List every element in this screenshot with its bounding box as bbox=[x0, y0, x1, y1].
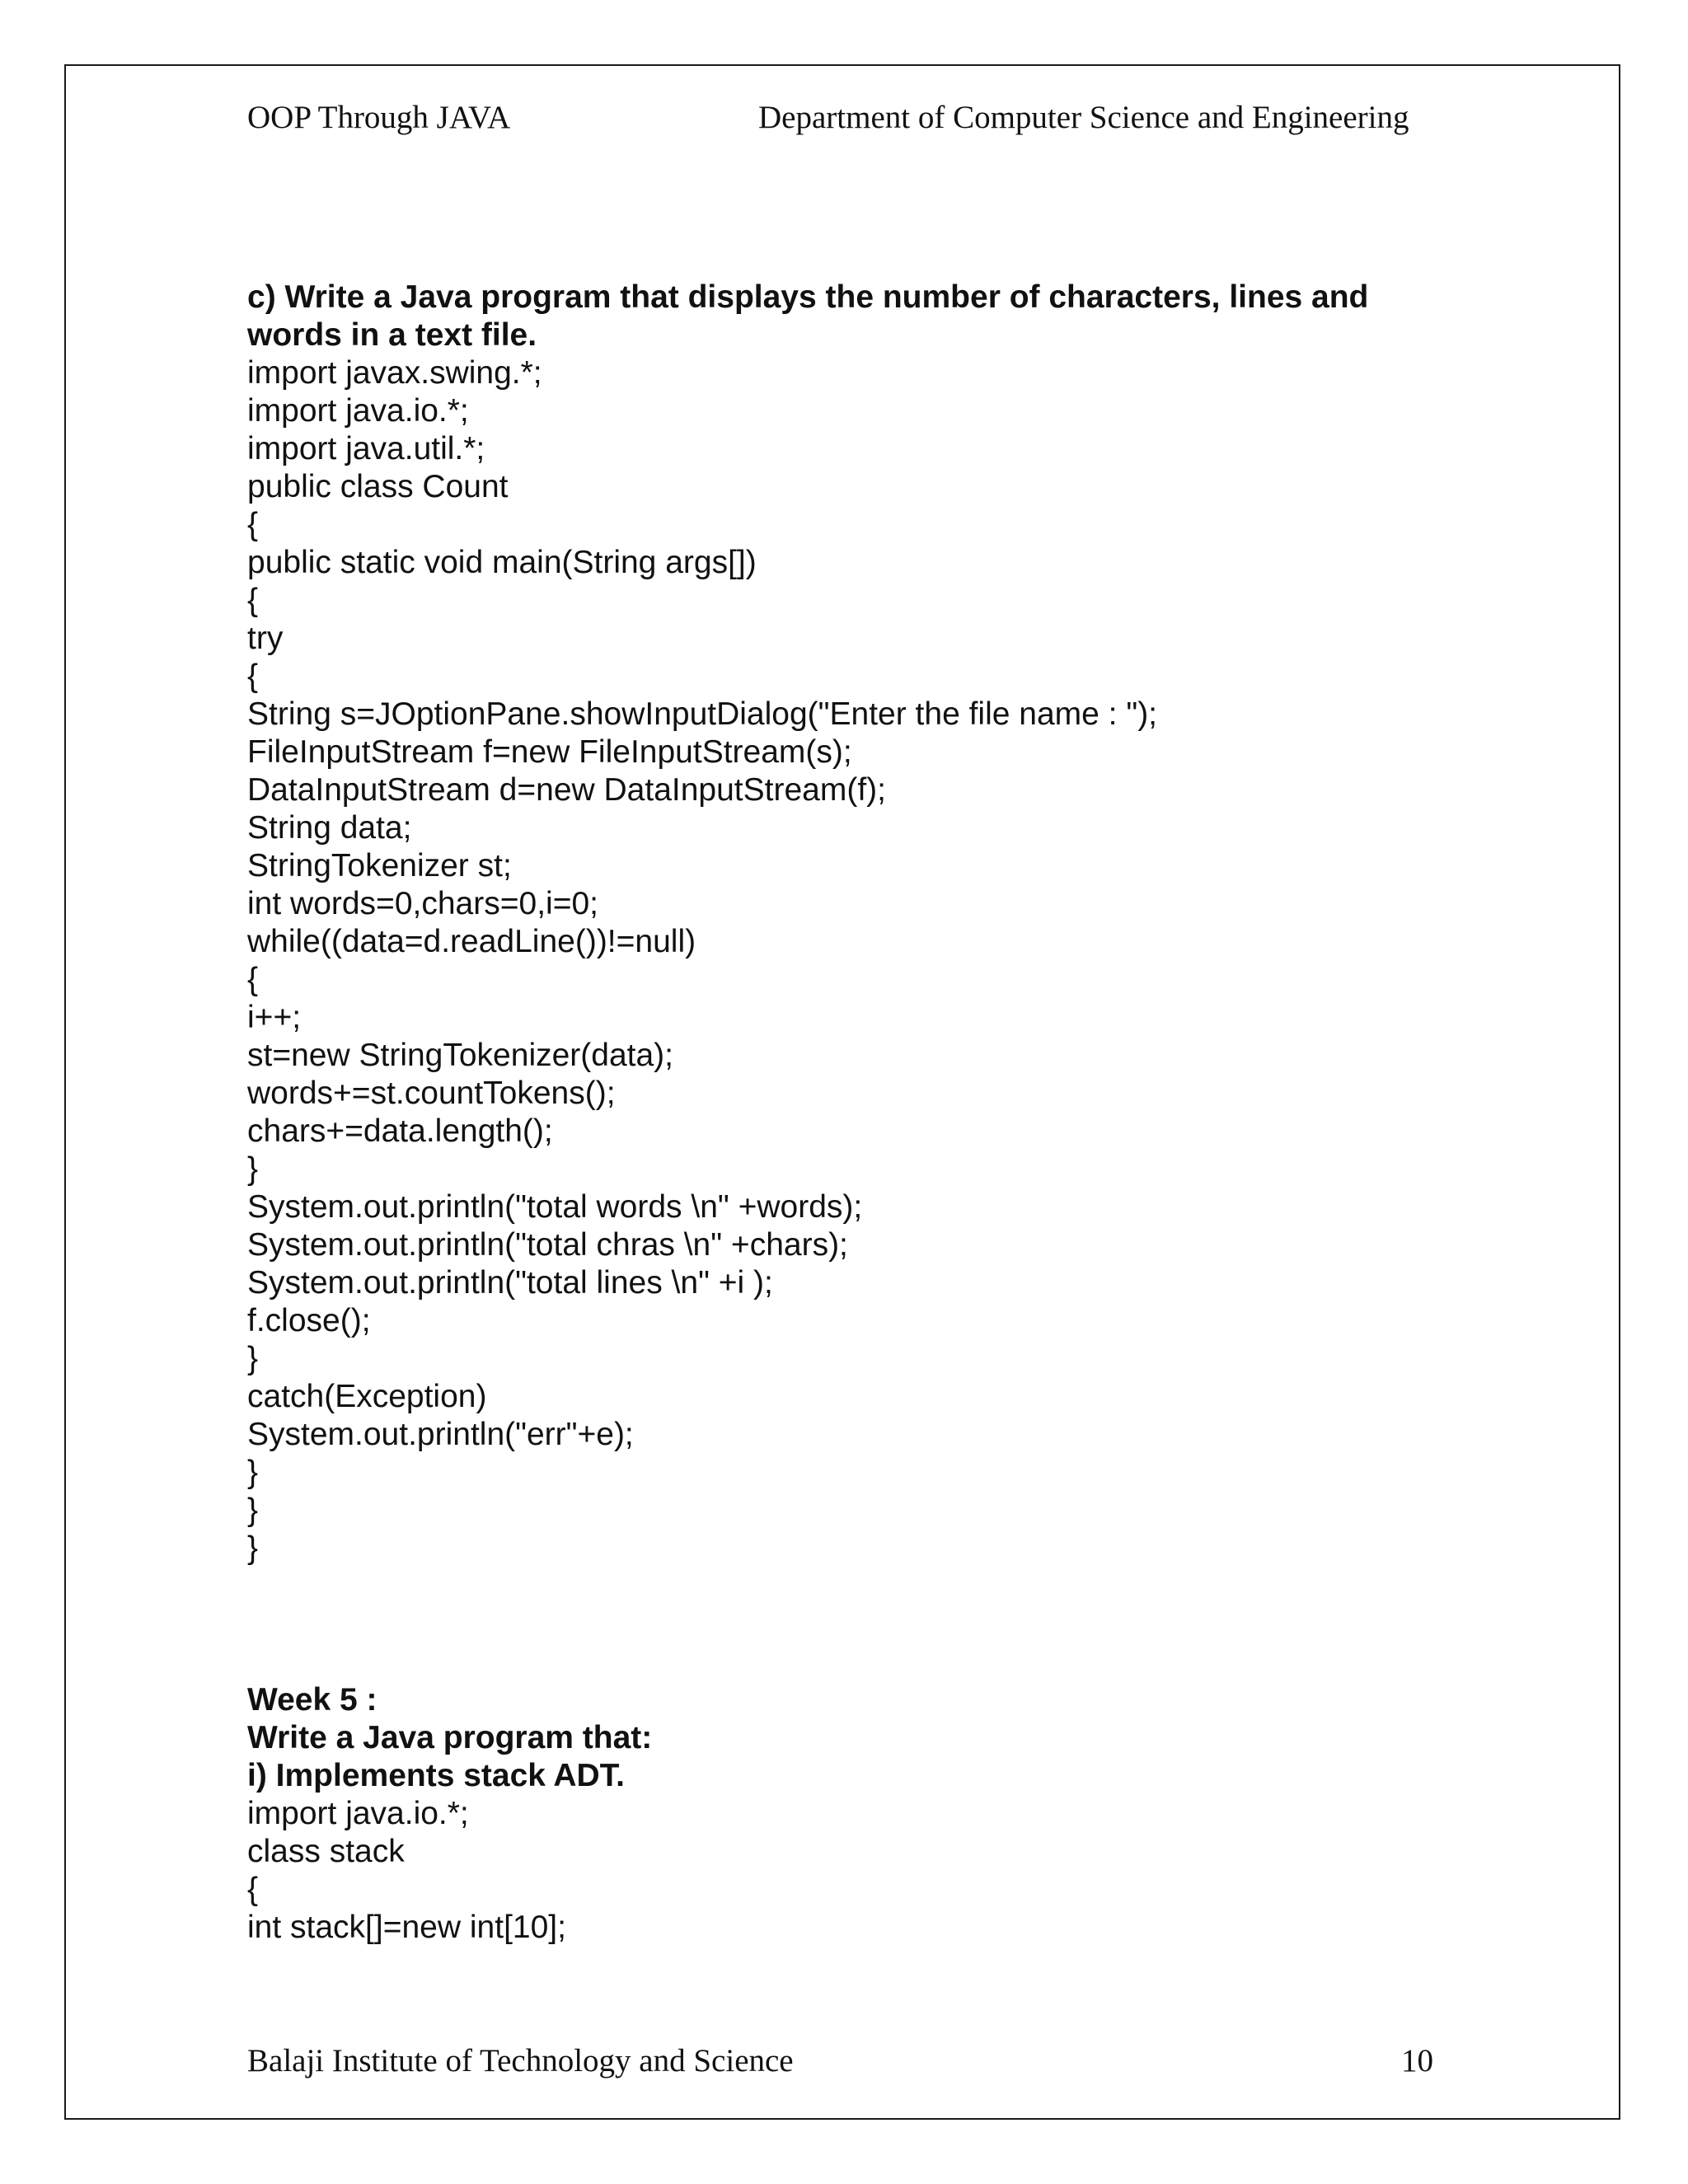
code-line: public class Count bbox=[247, 469, 509, 504]
header-course-title: OOP Through JAVA bbox=[247, 100, 511, 135]
code-line: System.out.println("total words \n" +words); bbox=[247, 1189, 863, 1225]
code-line: } bbox=[247, 1341, 259, 1376]
code-line: System.out.println("total chras \n" +chars); bbox=[247, 1227, 848, 1263]
code-line: words+=st.countTokens(); bbox=[247, 1076, 616, 1111]
code-line: DataInputStream d=new DataInputStream(f); bbox=[247, 772, 886, 808]
code-line: catch(Exception) bbox=[247, 1379, 487, 1414]
section-spacer bbox=[247, 1568, 1451, 1681]
code-line: System.out.println("total lines \n" +i ); bbox=[247, 1265, 773, 1301]
code-line: String data; bbox=[247, 810, 412, 846]
footer-institute: Balaji Institute of Technology and Science bbox=[247, 2043, 794, 2079]
code-line: String s=JOptionPane.showInputDialog("Enter the file name : "); bbox=[247, 696, 1158, 732]
code-line: System.out.println("err"+e); bbox=[247, 1417, 634, 1452]
week5-label: Week 5 : bbox=[247, 1682, 377, 1718]
section-c-title-line1: c) Write a Java program that displays the number of characters, lines and bbox=[247, 279, 1369, 315]
section-c-title-line2: words in a text file. bbox=[247, 317, 537, 353]
page-content bbox=[247, 279, 1451, 1947]
page-number: 10 bbox=[1401, 2043, 1433, 2079]
code-line: chars+=data.length(); bbox=[247, 1113, 553, 1149]
code-line: StringTokenizer st; bbox=[247, 848, 512, 883]
code-line: import java.io.*; bbox=[247, 1796, 469, 1831]
code-line: import java.io.*; bbox=[247, 393, 469, 429]
code-line: { bbox=[247, 962, 259, 997]
week5-task-i: i) Implements stack ADT. bbox=[247, 1758, 626, 1793]
code-line: int stack[]=new int[10]; bbox=[247, 1910, 566, 1945]
code-line: public static void main(String args[]) bbox=[247, 545, 757, 580]
code-line: FileInputStream f=new FileInputStream(s); bbox=[247, 734, 852, 770]
code-line: { bbox=[247, 658, 259, 694]
code-line: { bbox=[247, 507, 259, 542]
code-line: try bbox=[247, 621, 284, 656]
code-line: } bbox=[247, 1151, 259, 1187]
code-line: } bbox=[247, 1455, 259, 1490]
code-line: f.close(); bbox=[247, 1303, 371, 1338]
code-line: i++; bbox=[247, 1000, 302, 1035]
code-line: st=new StringTokenizer(data); bbox=[247, 1038, 673, 1073]
week5-task-intro: Write a Java program that: bbox=[247, 1720, 653, 1755]
code-line: class stack bbox=[247, 1834, 405, 1869]
code-line: while((data=d.readLine())!=null) bbox=[247, 924, 696, 959]
code-line: } bbox=[247, 1493, 259, 1528]
code-line: } bbox=[247, 1530, 259, 1566]
code-line: { bbox=[247, 583, 259, 618]
code-line: { bbox=[247, 1872, 259, 1907]
header-department: Department of Computer Science and Engineering bbox=[758, 100, 1409, 135]
code-line: import java.util.*; bbox=[247, 431, 485, 466]
code-line: int words=0,chars=0,i=0; bbox=[247, 886, 598, 921]
code-line: import javax.swing.*; bbox=[247, 355, 542, 391]
